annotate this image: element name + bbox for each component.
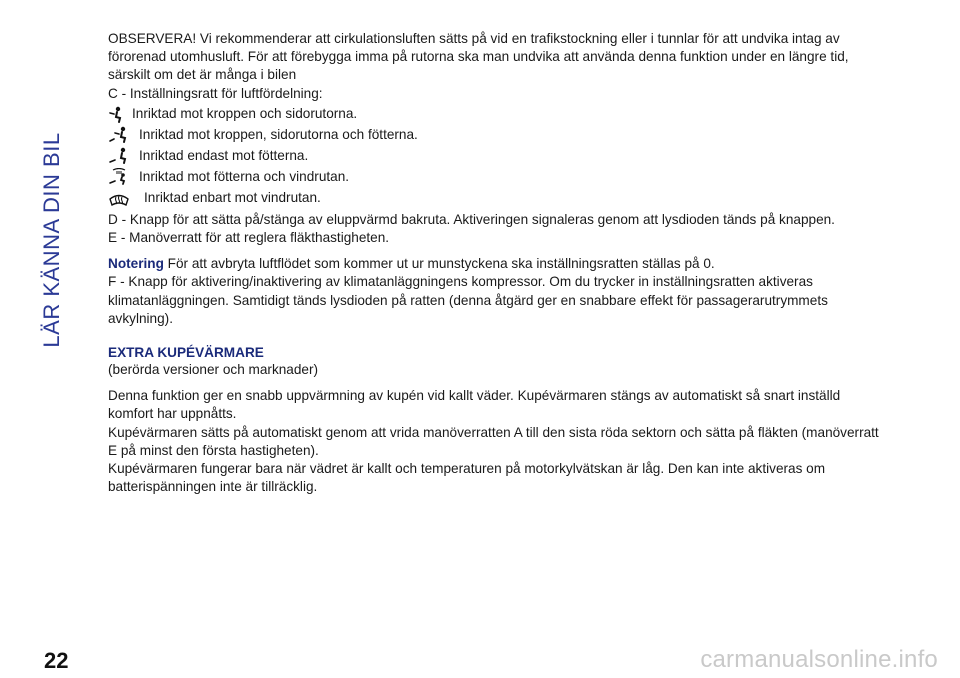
chapter-side-title: LÄR KÄNNA DIN BIL — [39, 132, 64, 348]
air-feet-windscreen-icon — [108, 168, 139, 186]
list-item — [108, 144, 883, 165]
list-item-label: Inriktad mot kroppen och sidorutorna. — [132, 106, 358, 122]
section-heading: EXTRA KUPÉVÄRMARE — [108, 345, 264, 361]
list-item-label: Inriktad mot kroppen, sidorutorna och fötterna. — [139, 127, 418, 143]
observera-paragraph: OBSERVERA! Vi rekommenderar att cirkulationsluften sätts på vid en trafikstockning eller i tunnlar för att undvika intag av förorenad utomhusluft. För att förebygga imma på rutorna ska man undvika att använda denna funktion under en längre tid, särskilt om det är många i bilen — [108, 31, 849, 83]
section-subheading: (berörda versioner och marknader) — [108, 362, 319, 378]
section-paragraph-1: Denna funktion ger en snabb uppvärmning av kupén vid kallt väder. Kupévärmaren stängs av automatiskt så snart inställd komfort har uppnåtts. — [108, 388, 841, 422]
page-content — [108, 30, 883, 496]
air-feet-icon — [108, 147, 139, 165]
list-item — [108, 186, 883, 207]
f-paragraph: F - Knapp för aktivering/inaktivering av klimatanläggningens kompressor. Om du trycker in inställningsratten aktiveras klimatanläggningen. Samtidigt tänds lysdioden på ratten (denna åtgärd ger en snabbare effekt för passagerarutrymmets avkylning). — [108, 274, 828, 326]
air-body-side-windows-feet-icon — [108, 126, 139, 144]
list-item-label: Inriktad mot fötterna och vindrutan. — [139, 168, 350, 184]
watermark: carmanualsonline.info — [700, 646, 938, 673]
windscreen-defrost-icon — [108, 191, 144, 207]
c-label: C - Inställningsratt för luftfördelning: — [108, 85, 323, 101]
distribution-list — [108, 103, 883, 207]
list-item — [108, 124, 883, 145]
note-text: För att avbryta luftflödet som kommer ut ur munstyckena ska inställningsratten ställas på 0. — [167, 256, 715, 272]
list-item — [108, 165, 883, 186]
page-number: 22 — [44, 648, 69, 673]
list-item-label: Inriktad enbart mot vindrutan. — [144, 189, 321, 205]
note-label: Notering — [108, 256, 164, 272]
e-paragraph: E - Manöverratt för att reglera fläkthastigheten. — [108, 230, 390, 245]
section-paragraph-3: Kupévärmaren fungerar bara när vädret är kallt och temperaturen på motorkylvätskan är låg. Den kan inte aktiveras om batterispänningen inte är tillräcklig. — [108, 461, 826, 495]
list-item-label: Inriktad endast mot fötterna. — [139, 148, 309, 163]
d-paragraph: D - Knapp för att sätta på/stänga av eluppvärmd bakruta. Aktiveringen signaleras genom att lysdioden tänds på knappen. — [108, 211, 835, 227]
list-item — [108, 103, 883, 124]
air-body-side-windows-icon — [108, 106, 132, 124]
section-paragraph-2: Kupévärmaren sätts på automatiskt genom att vrida manöverratten A till den sista röda sektorn och sätta på fläkten (manöverratt E på minst den första hastigheten). — [108, 424, 879, 458]
note-paragraph — [108, 255, 883, 273]
